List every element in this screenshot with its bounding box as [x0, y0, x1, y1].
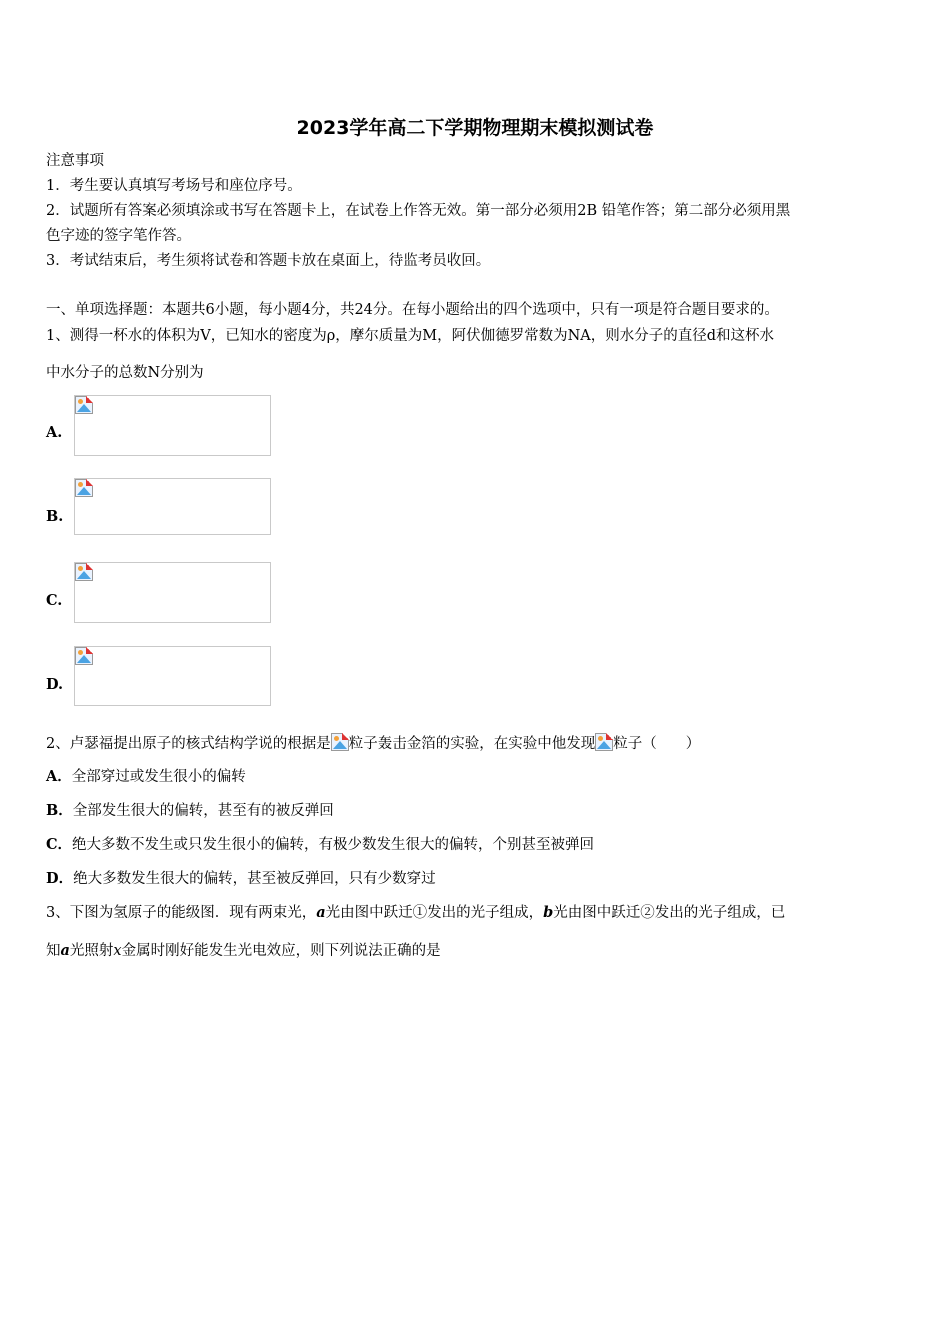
q1-option-a-image: [74, 395, 271, 456]
page-title: 2023学年高二下学期物理期末模拟测试卷: [296, 117, 654, 139]
notice-item-1: 1．考生要认真填写考场号和座位序号。: [46, 178, 302, 194]
q2-option-a-text: 全部穿过或发生很小的偏转: [71, 769, 246, 785]
alpha-symbol-image-icon: [595, 733, 613, 751]
q3-l2b: 光照射: [69, 943, 114, 959]
notice-heading: 注意事项: [46, 153, 104, 169]
q1-option-c-label: C.: [46, 592, 63, 609]
q3-var-a: a: [316, 904, 326, 921]
q1-option-c-image: [74, 562, 271, 623]
q2-option-d-label: D．: [46, 870, 74, 887]
q3-var-a-2: a: [60, 942, 70, 959]
broken-image-icon: [75, 479, 93, 497]
broken-image-icon: [75, 647, 93, 665]
q2-option-d: [46, 869, 436, 889]
q1-text-line1: 1、测得一杯水的体积为V，已知水的密度为ρ，摩尔质量为M，阿伏伽德罗常数为NA，则水分子的直径d和这杯水: [46, 328, 775, 344]
section-heading: 一、单项选择题：本题共6小题，每小题4分，共24分。在每小题给出的四个选项中，只有一项是符合题目要求的。: [46, 302, 779, 318]
q1-option-b-label: B.: [46, 508, 64, 525]
notice-item-2: 2．试题所有答案必须填涂或书写在答题卡上，在试卷上作答无效。第一部分必须用2B 铅笔作答；第二部分必须用黑: [46, 203, 791, 219]
broken-image-icon: [75, 396, 93, 414]
broken-image-icon: [75, 563, 93, 581]
q2-option-d-text: 绝大多数发生很大的偏转，甚至被反弹回，只有少数穿过: [73, 871, 436, 887]
q2-option-a: [46, 767, 246, 787]
q2-option-c-text: 绝大多数不发生或只发生很小的偏转，有极少数发生很大的偏转，个别甚至被弹回: [72, 837, 595, 853]
q1-option-b-image: [74, 478, 271, 535]
q3-l1c: 光由图中跃迁②发出的光子组成，已: [553, 905, 786, 921]
q2-option-a-label: A．: [46, 768, 72, 785]
q2-option-b-text: 全部发生很大的偏转，甚至有的被反弹回: [72, 803, 334, 819]
notice-item-3: 3．考试结束后，考生须将试卷和答题卡放在桌面上，待监考员收回。: [46, 253, 491, 269]
notice-item-2-cont: 色字迹的签字笔作答。: [46, 228, 191, 244]
q3-l1b: 光由图中跃迁①发出的光子组成，: [325, 905, 544, 921]
q2-stem-part1: 2、卢瑟福提出原子的核式结构学说的根据是: [46, 736, 331, 752]
q1-option-d-label: D.: [46, 676, 64, 693]
q1-option-d-image: [74, 646, 271, 706]
q3-l1a: 3、下图为氢原子的能级图．现有两束光，: [46, 905, 317, 921]
q1-text-line2: 中水分子的总数N分别为: [46, 365, 204, 381]
q2-stem-part3: 粒子（ ）: [613, 736, 701, 752]
q3-l2c: 金属时刚好能发生光电效应，则下列说法正确的是: [121, 943, 441, 959]
q3-l2a: 知: [46, 943, 61, 959]
q3-text-line2: [46, 941, 441, 961]
q3-text-line1: [46, 903, 785, 923]
alpha-symbol-image-icon: [331, 733, 349, 751]
q2-stem-part2: 粒子轰击金箔的实验，在实验中他发现: [348, 736, 596, 752]
q2-option-c-label: C．: [46, 836, 73, 853]
q2-option-b-label: B．: [46, 802, 73, 819]
q2-option-b: [46, 801, 334, 821]
q3-var-x: x: [113, 943, 122, 959]
q2-option-c: [46, 835, 594, 855]
q1-option-a-label: A.: [46, 424, 63, 441]
q2-stem: [46, 733, 700, 754]
q3-var-b: b: [543, 904, 554, 921]
